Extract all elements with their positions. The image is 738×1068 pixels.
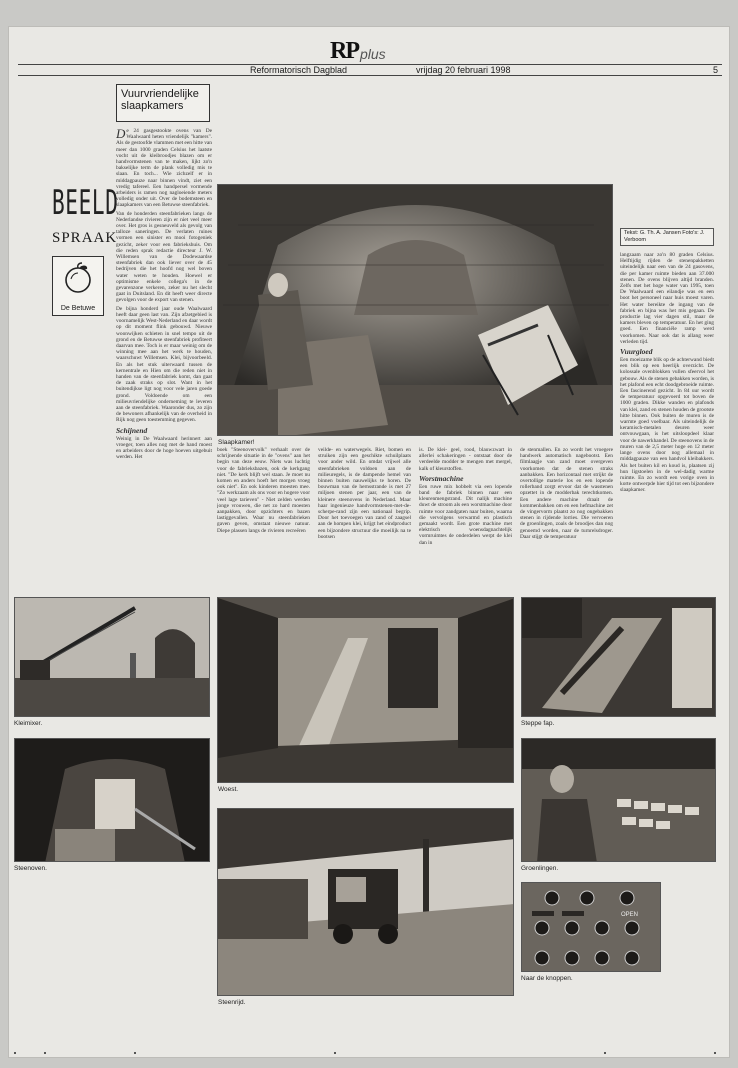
article-column-4 — [419, 447, 512, 592]
article-column-5: de stenmallen. En zo wordt het vroegere handwerk automatisch nagebootst. Een filmlaagje van zand moet overgeven voorkomen dat de stenen straks aanbakken. Een horizontaal met strijkt de overtollige materie los en een lopende rollerband zorgt ervoor dat de wasstenen opzettet in de modderbak terechtkomen. Een andere machine draait de kommenbakken om en een hefmachine zet de vingervorm plaatst zo nog ongebakken stenen in rijdende lorries. Die vervoeren de groenlingen, zoals de broodjes dan nog genoemd worden, naar de turnrelsdroger. Daar stijgt de temperatuur — [520, 447, 613, 540]
subheading: Schijnend — [116, 425, 148, 435]
photo-woest — [217, 597, 514, 783]
caption-kleimixer: Kleimixer. — [14, 720, 43, 727]
open-label: OPEN — [621, 912, 639, 918]
article-paragraph: Weinig in De Waalwaard herinnert aan vroeger, toen alles nog met de hand moest en arbeiders door de hoge hoeven uitgebuit werden. Het — [116, 435, 212, 461]
article-intro: De 24 gasgestookte ovens van De Waalwaard heten vriendelijk "kamers". Als de gestoofde vlammen met een hitte van meer dan 1000 graden Celsius het laatste vocht uit de kleibroodjes blazen om er handvormstenen van te maken, lijkt zo'n bakselijke term de plank volledig mis te slaan. En toch... Wie zichzelf er in middagpauze naar binnen vindt, ziet een vredig tafereel. Een handpersel vormende arbeiders is ramen nog nagloeiende meters volledig onder uit. Over de bodemsteen en slaapkamers van een Betuwse steenfabriek. — [116, 128, 212, 209]
footer-marks — [14, 1050, 726, 1056]
article-column-3: veilde- en waterwegels. Riet, bomen en struiken zijn een geschikte schuilplaats voor ander wild. En omdat vrijwel alle steenfabrieken voldoen aan de milieuregels, is de dampende hemel van binnen buiten nauwelijks te horen. De bouwman van de hernsstrande is met 27 miljoen stenen per jaar, een van de kleinere steenovens in Nederland. Maar haar ingenieuze handvormstenen-met-de-scherpe-rand zijn een nationaal begrip. Door het toevoegen van zand of zaagsel aan de hompen klei, krijgt het eindproduct een bijzondere structuur die moeilijk na te bootsen — [318, 447, 411, 540]
headline-box — [116, 84, 210, 122]
caption-knoppen: Naar de knoppen. — [521, 975, 573, 982]
photo-steppe — [521, 597, 716, 717]
main-photo-kiln-loungers — [217, 184, 613, 436]
section-label-beeld: BEELD — [52, 183, 119, 223]
photo-steenrijd — [217, 808, 514, 996]
caption-woest: Woest. — [218, 786, 239, 793]
photo-credit-box: Tekst: G. Th. A. Jansen Foto's: J. Verboom — [620, 228, 714, 246]
article-paragraph: Van de honderden steenfabrieken langs de Nederlandse rivieren zijn er niet veel meer over. Het gros is gesneuveld als gevolg van talloze saneringen. De verlaten ruines vormen een sinister en mooi fotogeniek gezicht, zeker voor een fabriekshuis. Om die reden sprak redactie directeur J. W. Willemsen van de Dodewaardse steenfabriek dan ook liever over de 45 bedrijven die het hoofd nog wel boven water weten te houden. Hoewel er optimisme enkele collega's in de gevarenzone verkeren, zeker nu het slecht gaat in Duitsland. En dit heeft weer directe gevolgen voor de export van stenen. — [116, 210, 212, 304]
oven-photo-graphic — [15, 739, 210, 862]
photo-groenlingen — [521, 738, 716, 862]
de-betuwe-logo — [52, 256, 104, 316]
caption-steenrijd: Steenrijd. — [218, 999, 246, 1006]
article-paragraph: De bijna honderd jaar oude Waalwaard heeft daar geen last van. Zijn afzetgebied is voornamelijk West-Nederland en daar wordt op dit moment flink gebouwd. Nieuwe woonwijken schieten in snel tempo uit de grond en de Betuwse steenfabriek profiteert daarvan mee. Toch is er maar weinig om de winning mee aan het werk te houden, waarschuwt Willemsen. Klei, bijvoorbeeld. En als het stuk uiterwaard tussen de kernentrale en Hien om die reden niet in handen van de steenfabriek komt, dan gaat de zaak straks op slot. Want in het buitendijkse ligt nog voor vele jaren goede grond. Voldoende om een milieuvriendelijke onderneming te leveren aan de steenfabriek. Waaronder dus, zo zijn de bewoners afhankelijk van de overheid in Rijk nog geen toestemming gegeven. — [116, 305, 212, 424]
article-column-1 — [116, 128, 212, 594]
article-column-6 — [620, 252, 714, 592]
worker-photo-graphic — [522, 739, 716, 862]
ruin-photo-graphic — [218, 598, 514, 783]
page-number: 5 — [712, 65, 718, 75]
crane-photo-graphic — [15, 598, 210, 717]
caption-steppe: Steppe fap. — [521, 720, 555, 727]
issue-date: vrijdag 20 februari 1998 — [416, 65, 511, 75]
rp-plus-logo — [330, 38, 394, 66]
photo-steenoven — [14, 738, 210, 862]
photo-kleimixer — [14, 597, 210, 717]
article-paragraph: langzaam naar zo'n 80 graden Celsius. Helftijdig rijden de stenenpakketten uiteindelijk naar een van de 24 gasovens, die per kamer ruimte bieden aan 37.000 stenen. De ovens blijven altijd branden. Zelfs met het hoge water van 1995, toen De Waalwaard een eilandje was en een boot het personeel naar huis moest varen. Het water bereikte de ingang van de fabriek en bijna was het mis gegaan. De productie lag vier dagen stil, maar de kamers bleven op temperatuur. En het ging goed. Een financiële ramp werd voorkomen. Naar ook dat is allang weer verleden tijd. — [620, 252, 714, 345]
control-panel-photo-graphic — [522, 883, 661, 972]
subheading: Worstmachine — [419, 473, 464, 483]
page-header-bar — [18, 64, 722, 76]
logo-plus: plus — [360, 46, 386, 62]
photo-knoppen — [521, 882, 661, 972]
headline: Vuurvriendelijke slaapkamers — [121, 88, 199, 112]
logo-letters: RP — [330, 38, 358, 64]
forklift-photo-graphic — [218, 809, 514, 996]
apple-icon — [61, 261, 95, 295]
article-paragraph: Een ruwe mix hobbelt via een lopende band de fabriek binnen naar een kleurenmengstrand. Dit nalijk machine duwt de stroom als een worstmachine door ruimte voor zandgaten naar buiten, waarna die vervolgens verwarmd en plastisch gemaakt wordt. Een grote machine met elektrisch woensdagnachtelijk vormruimtes de onderdelen werpt de klei dan in — [419, 483, 512, 546]
caption-main: Slaapkamer! — [218, 439, 255, 446]
caption-steenoven: Steenoven. — [14, 865, 47, 872]
caption-groenlingen: Groenlingen. — [521, 865, 559, 872]
subheading: Vuurgloed — [620, 347, 653, 357]
logo-label: De Betuwe — [60, 305, 96, 312]
paper-name: Reformatorisch Dagblad — [250, 65, 348, 75]
section-label-spraak: SPRAAK — [52, 230, 118, 246]
article-paragraph: Een moeizame blik op de achterwand biedt een blik op een heerlijk overzicht. De kolossale ovenblokken vullen sfeervol het gebouw. Als de stenen gebakken worden, is het plafond een echt doodgebroeide ruimte. Een fascinerend gezicht. In 84 uur wordt de temperatuur opgevoerd tot boven de 1000 graden. Dikke wanden en plafonds van klei, zand en stenen houden de grootste hitte binnen. Ook buiten de muren is de warmte goed voelbaar. Als uiteindelijk de keramisch-metalen deuren weer ontvouwgaan, is het uitsloopdeel klaar voor de nawerkhandel. De steenovens in de muren van de 2,5 meter hoge en 12 meter lange ovens door nog allemaal in middagpauze van een handvol kleibakkers. Als het buiten kil en koud is, plaatsen zij hun ligstoelen in de wel-dadig warme ruimte. En zo wordt een vorige oven in korte ontwerpde hier tijd tot een bijzondere slaapkamer. — [620, 357, 714, 494]
kiln-photo-graphic — [218, 185, 613, 436]
article-column-2: boek "Steenovervolk" verhaalt over de schrijnende situatie in de "ovens" aan het begin van deze eeuw. Niets was luchtig voor de fabrieksbazen, ook de kerkgang niet. "De kerk blijft wel staan. Je moet nu komen en anders hoeft het morgen vroeg ook niet". En ook kinderen moesten mee. "Zo werkzaam als ons voor en hogere voor veel lage tarieven" - Niet zelden werden jonge vrouwen, die net zo hard moesten aanpakken, door opzichters en bazen lastiggevallen. Waar nu steenfabrieken gaven geven, omstaat nieuwe natuur. Diepe plassen langs de rivieren recreëren — [217, 447, 310, 534]
machine-photo-graphic — [522, 598, 716, 717]
article-paragraph: is. De klei- geel, rood, blauwzwart in allerlei schakeringen - ontstaat door de verdeelde modder te mengen met mergel, kalk of kleurstoffen. — [419, 447, 512, 472]
drop-cap: D — [116, 128, 126, 141]
